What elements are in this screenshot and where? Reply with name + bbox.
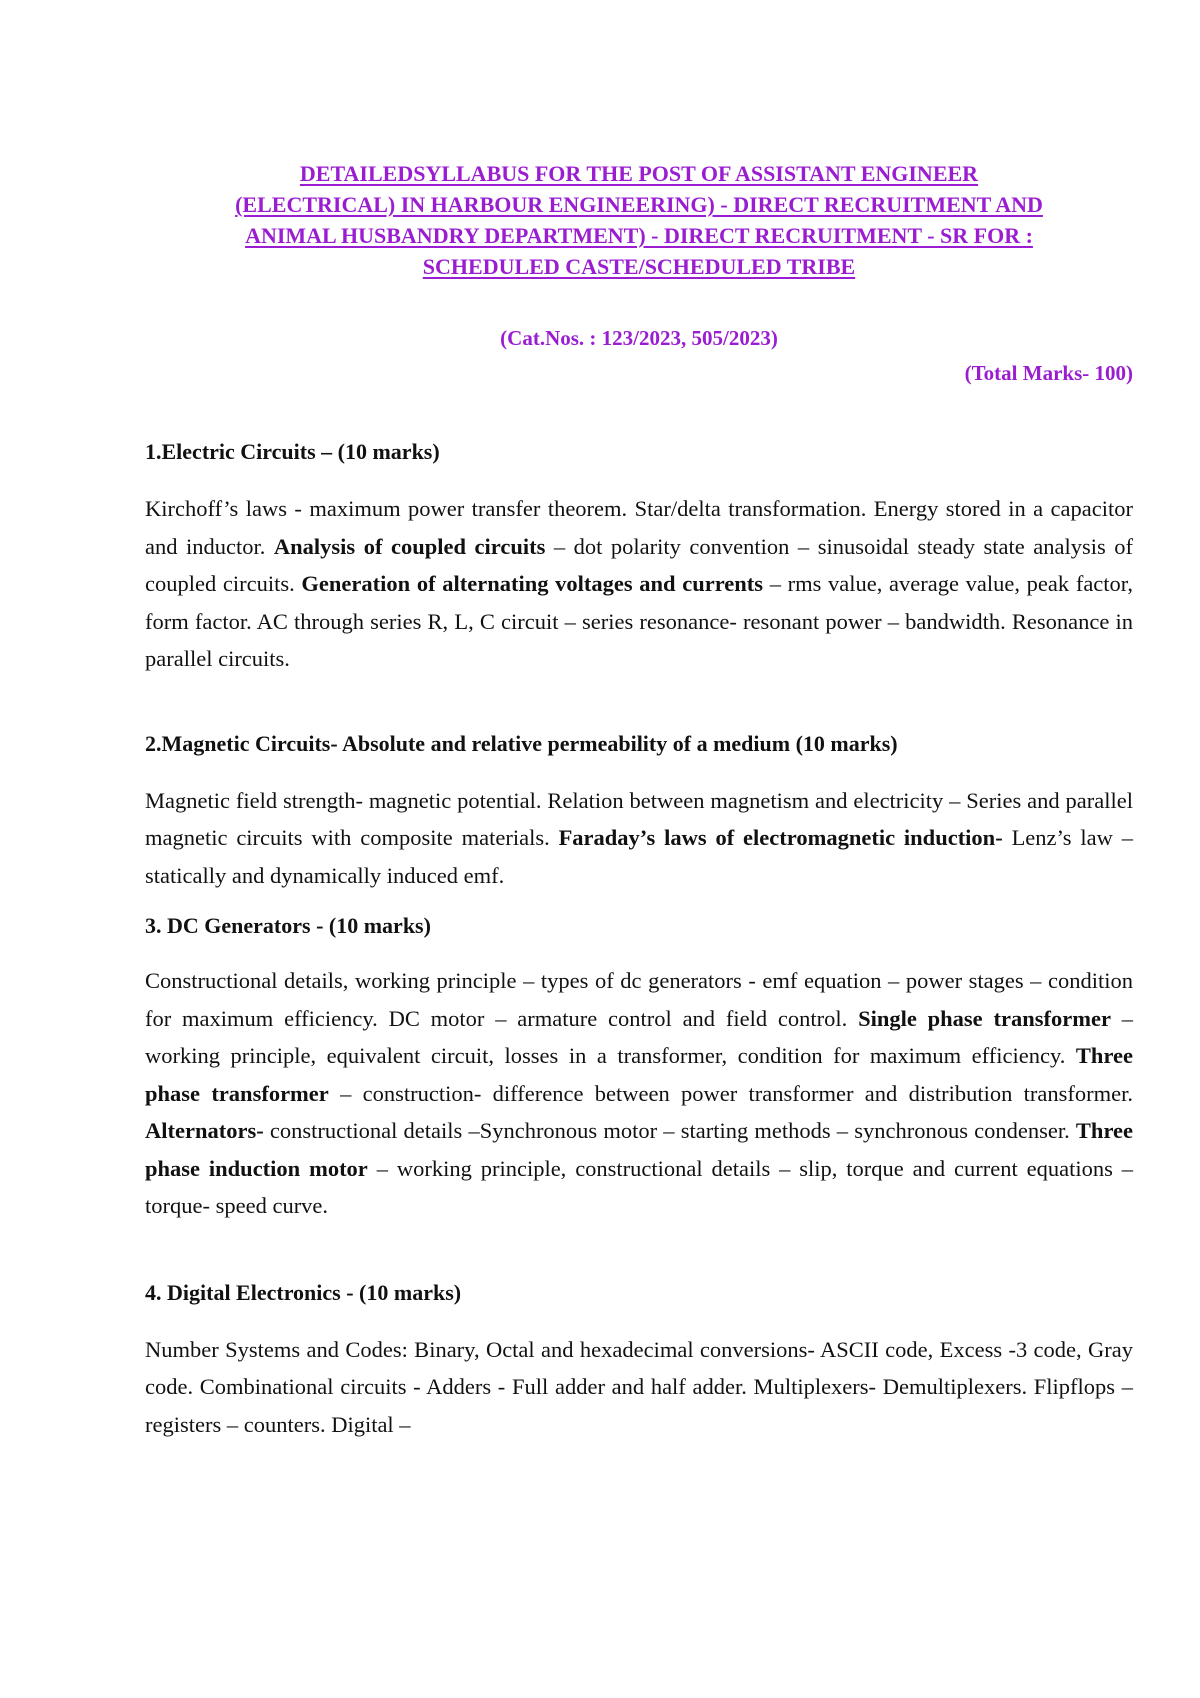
title-line: DETAILEDSYLLABUS FOR THE POST OF ASSISTANT ENGINEER xyxy=(299,161,979,186)
body-text: Kirchoff’s laws - maximum power transfer theorem. Star/delta transformation. Energy stored in a capacitor and inductor. xyxy=(145,496,1133,559)
bold-term: Analysis of coupled circuits xyxy=(273,533,546,559)
body-text: Lenz’s law – statically and dynamically induced emf. xyxy=(145,825,1133,888)
body-text: Magnetic field strength- magnetic potential. Relation between magnetism and electricity – Series and parallel magnetic circuits with composite materials. xyxy=(145,787,1133,850)
document-title xyxy=(145,158,1133,282)
section-heading-electric-circuits: 1.Electric Circuits – (10 marks) xyxy=(145,439,440,464)
title-line: ANIMAL HUSBANDRY DEPARTMENT) - DIRECT RECRUITMENT - SR FOR : xyxy=(245,223,1033,248)
section-heading-magnetic-circuits: 2.Magnetic Circuits- Absolute and relative permeability of a medium (10 marks) xyxy=(145,730,898,756)
bold-term: Single phase transformer xyxy=(858,1005,1111,1031)
bold-term: Generation of alternating voltages and currents xyxy=(301,571,764,596)
bold-term: Three phase induction motor xyxy=(145,1118,1133,1181)
section-body-digital-electronics xyxy=(145,1331,1133,1444)
section-heading-dc-generators: 3. DC Generators - (10 marks) xyxy=(145,913,431,938)
bold-term: Alternators- xyxy=(145,1118,264,1143)
total-marks: (Total Marks- 100) xyxy=(964,361,1133,385)
body-text: – construction- difference between power transformer and distribution transformer. xyxy=(328,1080,1133,1106)
body-text: Number Systems and Codes: Binary, Octal and hexadecimal conversions- ASCII code, Excess -3 code, Gray code. Combinational circuits - Adders - Full adder and half adder. Multiplexers- Demultiplexers. Flipflops – registers – counters. Digital – xyxy=(145,1336,1133,1437)
section-body-magnetic-circuits xyxy=(145,782,1133,895)
body-text: – working principle, constructional details – slip, torque and current equations – torque- speed curve. xyxy=(145,1155,1134,1218)
body-text: Constructional details, working principle – types of dc generators - emf equation – power stages – condition for maximum efficiency. DC motor – armature control and field control. xyxy=(145,968,1133,1031)
section-body-dc-generators xyxy=(145,962,1133,1225)
title-line: SCHEDULED CASTE/SCHEDULED TRIBE xyxy=(422,254,856,279)
body-text: – dot polarity convention – sinusoidal steady state analysis of coupled circuits. xyxy=(145,533,1133,596)
title-line: (ELECTRICAL) IN HARBOUR ENGINEERING) - DIRECT RECRUITMENT AND xyxy=(235,192,1043,217)
category-numbers: (Cat.Nos. : 123/2023, 505/2023) xyxy=(500,326,778,350)
section-heading-digital-electronics: 4. Digital Electronics - (10 marks) xyxy=(145,1279,462,1305)
section-body-electric-circuits xyxy=(145,490,1133,678)
bold-term: Three phase transformer xyxy=(145,1043,1133,1106)
body-text: – working principle, equivalent circuit, losses in a transformer, condition for maximum efficiency. xyxy=(145,1005,1133,1068)
body-text: constructional details –Synchronous motor – starting methods – synchronous condenser. xyxy=(263,1118,1076,1143)
document-page xyxy=(145,150,1133,1443)
body-text: – rms value, average value, peak factor, form factor. AC through series R, L, C circuit – series resonance- resonant power – bandwidth. Resonance in parallel circuits. xyxy=(145,571,1134,671)
bold-term: Faraday’s laws of electromagnetic induction- xyxy=(558,825,1003,850)
